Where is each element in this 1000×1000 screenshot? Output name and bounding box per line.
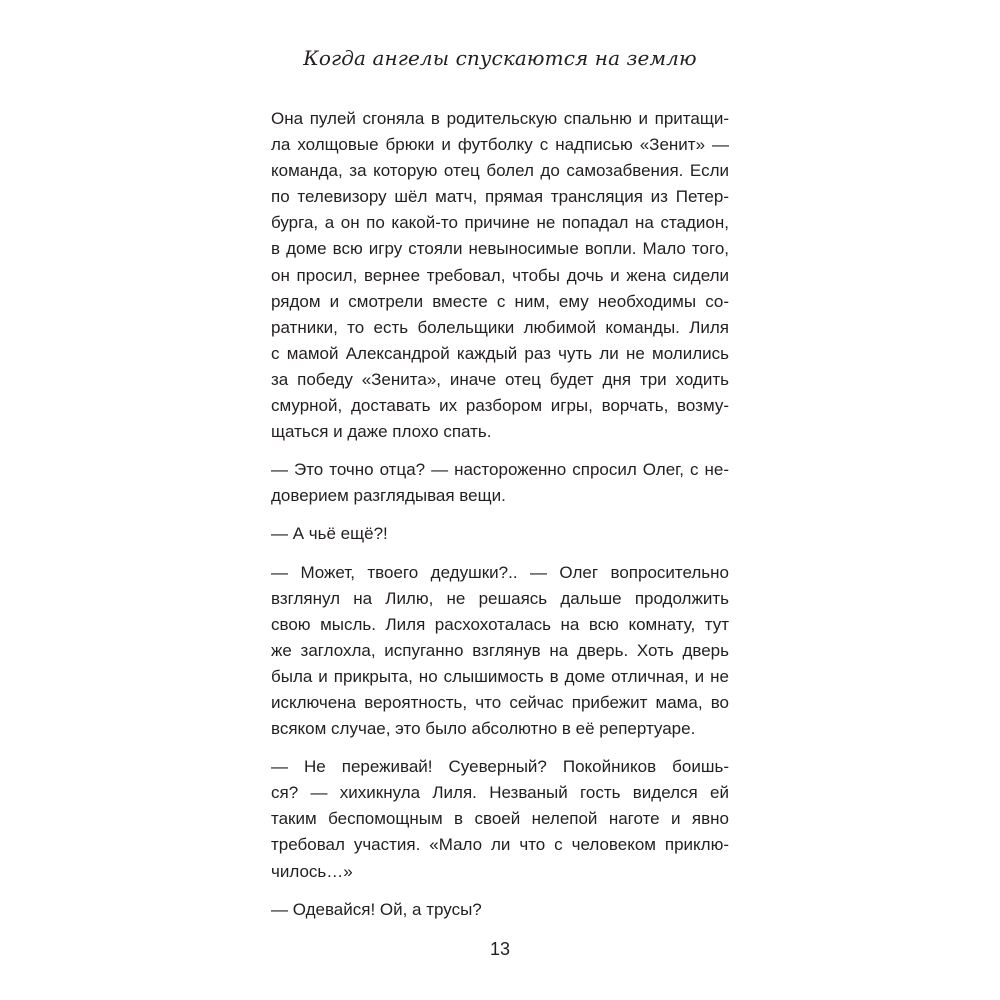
text-line: ся? — хихикнула Лиля. Незваный гость виделся ей [271, 783, 729, 803]
paragraph [271, 521, 729, 547]
text-line: щаться и даже плохо спать. [271, 422, 492, 442]
text-line: ла холщовые брюки и футболку с надписью «Зенит» — [271, 135, 729, 155]
paragraph [271, 457, 729, 509]
running-title: Когда ангелы спускаются на землю [303, 46, 697, 70]
text-line: в доме всю игру стояли невыносимые вопли. Мало того, [271, 239, 729, 259]
text-line: за победу «Зенита», иначе отец будет дня три ходить [271, 369, 729, 389]
text-line: бурга, а он по какой-то причине не попадал на стадион, [271, 213, 729, 233]
text-line: требовал участия. «Мало ли что с человеком приклю- [271, 835, 729, 855]
text-line: Она пулей сгоняла в родительскую спальню и притащи- [271, 109, 729, 128]
text-line: была и прикрыта, но слышимость в доме отличная, и не [271, 666, 729, 686]
paragraph [271, 897, 729, 923]
text-line: рядом и смотрели вместе с ним, ему необходимы со- [271, 291, 729, 311]
text-line: доверием разглядывая вещи. [271, 486, 506, 506]
text-line: — Это точно отца? — настороженно спросил Олег, с не- [271, 460, 729, 480]
text-line: — А чьё ещё?! [271, 524, 388, 544]
text-line: таким беспомощным в своей нелепой наготе и явно [271, 809, 729, 829]
paragraph [271, 560, 729, 743]
paragraph [271, 754, 729, 884]
text-line: — Одевайся! Ой, а трусы? [271, 899, 482, 919]
text-line: с мамой Александрой каждый раз чуть ли не молились [271, 343, 729, 363]
text-line: всяком случае, это было абсолютно в её репертуаре. [271, 719, 696, 739]
text-line: исключена вероятность, что сейчас прибежит мама, во [271, 692, 729, 712]
text-line: свою мысль. Лиля расхохоталась на всю комнату, тут [271, 614, 729, 634]
page-number: 13 [489, 939, 511, 959]
text-line: по телевизору шёл матч, прямая трансляция из Петер- [271, 187, 729, 207]
text-line: он просил, вернее требовал, чтобы дочь и жена сидели [271, 265, 729, 285]
text-line: — Может, твоего дедушки?.. — Олег вопросительно [271, 562, 729, 582]
text-line: чилось…» [271, 861, 353, 881]
text-line: же заглохла, испуганно взглянув на дверь. Хоть дверь [271, 640, 729, 660]
text-line: ратники, то есть болельщики любимой команды. Лиля [271, 317, 729, 337]
body-text [271, 106, 729, 923]
paragraph [271, 106, 729, 445]
text-line: смурной, доставать их разбором игры, ворчать, возму- [271, 396, 729, 416]
text-line: команда, за которую отец болел до самозабвения. Если [271, 161, 729, 181]
text-line: взглянул на Лилю, не решаясь дальше продолжить [271, 588, 729, 608]
text-line: — Не переживай! Суеверный? Покойников боишь- [271, 757, 729, 777]
